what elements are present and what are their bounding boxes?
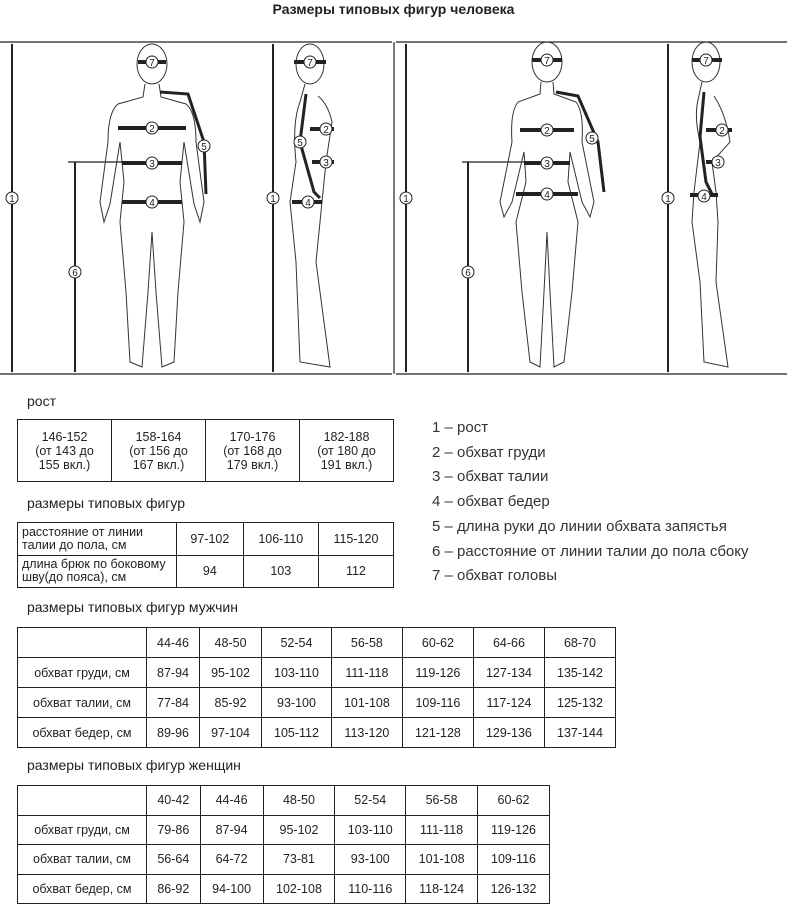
table-cell: 117-124 xyxy=(473,688,544,718)
marker-4: 4 xyxy=(305,198,311,209)
header-cell: 56-58 xyxy=(406,786,478,816)
marker-5: 5 xyxy=(297,138,303,149)
table-cell: 121-128 xyxy=(402,718,473,748)
table-cell: 93-100 xyxy=(262,688,332,718)
marker-6: 6 xyxy=(465,268,471,279)
table-cell: 77-84 xyxy=(147,688,200,718)
table-cell: 79-86 xyxy=(147,815,201,845)
table-cell: 111-118 xyxy=(331,658,402,688)
table-cell: 109-116 xyxy=(402,688,473,718)
table-cell: 87-94 xyxy=(200,815,263,845)
marker-2: 2 xyxy=(544,126,550,137)
men-table xyxy=(17,627,616,748)
corner-cell xyxy=(18,786,147,816)
header-cell: 52-54 xyxy=(262,628,332,658)
marker-2: 2 xyxy=(323,125,329,136)
table-cell: 95-102 xyxy=(263,815,335,845)
header-cell: 44-46 xyxy=(200,786,263,816)
header-cell: 60-62 xyxy=(402,628,473,658)
female-side-figure xyxy=(692,42,730,367)
table-cell: 97-102 xyxy=(177,523,244,556)
table-cell: 93-100 xyxy=(335,845,406,875)
table-cell: 137-144 xyxy=(544,718,615,748)
women-label: размеры типовых фигур женщин xyxy=(27,757,241,773)
row-label: обхват бедер, см xyxy=(18,874,147,904)
men-label: размеры типовых фигур мужчин xyxy=(27,599,238,615)
marker-3: 3 xyxy=(149,159,155,170)
header-cell: 48-50 xyxy=(263,786,335,816)
legend-item: 2 – обхват груди xyxy=(432,443,546,461)
table-cell: 105-112 xyxy=(262,718,332,748)
row-label: обхват груди, см xyxy=(18,658,147,688)
marker-3: 3 xyxy=(323,158,329,169)
table-cell: 95-102 xyxy=(200,658,262,688)
typical-label: размеры типовых фигур xyxy=(27,495,186,511)
typical-table xyxy=(17,522,394,588)
table-cell: 115-120 xyxy=(318,523,393,556)
table-cell: 103 xyxy=(243,555,318,588)
legend xyxy=(432,416,748,589)
table-cell: 135-142 xyxy=(544,658,615,688)
table-cell: 113-120 xyxy=(331,718,402,748)
table-cell: 109-116 xyxy=(478,845,550,875)
row-label: обхват бедер, см xyxy=(18,718,147,748)
table-cell: 94 xyxy=(177,555,244,588)
height-table xyxy=(17,419,394,482)
table-cell: 106-110 xyxy=(243,523,318,556)
header-cell: 68-70 xyxy=(544,628,615,658)
marker-5: 5 xyxy=(589,134,595,145)
header-cell: 56-58 xyxy=(331,628,402,658)
marker-5: 5 xyxy=(201,142,207,153)
marker-7: 7 xyxy=(703,56,709,67)
header-cell: 40-42 xyxy=(147,786,201,816)
table-cell: 111-118 xyxy=(406,815,478,845)
table-cell: 127-134 xyxy=(473,658,544,688)
row-label: расстояние от линии талии до пола, см xyxy=(18,523,177,556)
header-cell: 52-54 xyxy=(335,786,406,816)
table-cell: 97-104 xyxy=(200,718,262,748)
marker-3: 3 xyxy=(544,159,550,170)
table-cell: 103-110 xyxy=(335,815,406,845)
marker-1: 1 xyxy=(9,194,15,205)
marker-7: 7 xyxy=(149,58,155,69)
height-cell: 158-164 (от 156 до 167 вкл.) xyxy=(112,420,206,482)
marker-4: 4 xyxy=(701,192,707,203)
legend-item: 5 – длина руки до линии обхвата запястья xyxy=(432,517,727,535)
table-cell: 56-64 xyxy=(147,845,201,875)
marker-1: 1 xyxy=(270,194,276,205)
table-cell: 94-100 xyxy=(200,874,263,904)
table-cell: 101-108 xyxy=(331,688,402,718)
table-cell: 129-136 xyxy=(473,718,544,748)
legend-item: 3 – обхват талии xyxy=(432,468,549,486)
table-cell: 101-108 xyxy=(406,845,478,875)
legend-item: 4 – обхват бедер xyxy=(432,493,550,511)
table-cell: 103-110 xyxy=(262,658,332,688)
table-cell: 86-92 xyxy=(147,874,201,904)
table-cell: 89-96 xyxy=(147,718,200,748)
marker-2: 2 xyxy=(149,124,155,135)
table-cell: 125-132 xyxy=(544,688,615,718)
marker-2: 2 xyxy=(719,126,725,137)
female-front-figure xyxy=(500,42,594,367)
table-cell: 118-124 xyxy=(406,874,478,904)
legend-item: 6 – расстояние от линии талии до пола сбоку xyxy=(432,542,749,560)
table-cell: 126-132 xyxy=(478,874,550,904)
marker-4: 4 xyxy=(544,190,550,201)
table-cell: 112 xyxy=(318,555,393,588)
height-cell: 170-176 (от 168 до 179 вкл.) xyxy=(206,420,300,482)
women-table xyxy=(17,785,550,904)
marker-6: 6 xyxy=(72,268,78,279)
height-cell: 146-152 (от 143 до 155 вкл.) xyxy=(18,420,112,482)
legend-item: 1 – рост xyxy=(432,419,489,436)
row-label: обхват груди, см xyxy=(18,815,147,845)
page-title: Размеры типовых фигур человека xyxy=(272,1,515,17)
table-cell: 119-126 xyxy=(478,815,550,845)
legend-item: 7 – обхват головы xyxy=(432,567,557,585)
header-cell: 48-50 xyxy=(200,628,262,658)
header-cell: 60-62 xyxy=(478,786,550,816)
marker-4: 4 xyxy=(149,198,155,209)
row-label: обхват талии, см xyxy=(18,845,147,875)
header-cell: 44-46 xyxy=(147,628,200,658)
marker-3: 3 xyxy=(715,158,721,169)
row-label: обхват талии, см xyxy=(18,688,147,718)
table-cell: 110-116 xyxy=(335,874,406,904)
table-cell: 119-126 xyxy=(402,658,473,688)
height-cell: 182-188 (от 180 до 191 вкл.) xyxy=(300,420,394,482)
marker-7: 7 xyxy=(307,58,313,69)
marker-1: 1 xyxy=(403,194,409,205)
row-label: длина брюк по боковому шву(до пояса), см xyxy=(18,555,177,588)
table-cell: 102-108 xyxy=(263,874,335,904)
header-cell: 64-66 xyxy=(473,628,544,658)
body-measurement-figures xyxy=(0,22,787,382)
table-cell: 64-72 xyxy=(200,845,263,875)
marker-7: 7 xyxy=(544,56,550,67)
marker-1: 1 xyxy=(665,194,671,205)
table-cell: 85-92 xyxy=(200,688,262,718)
corner-cell xyxy=(18,628,147,658)
height-label: рост xyxy=(27,393,56,409)
table-cell: 87-94 xyxy=(147,658,200,688)
table-cell: 73-81 xyxy=(263,845,335,875)
